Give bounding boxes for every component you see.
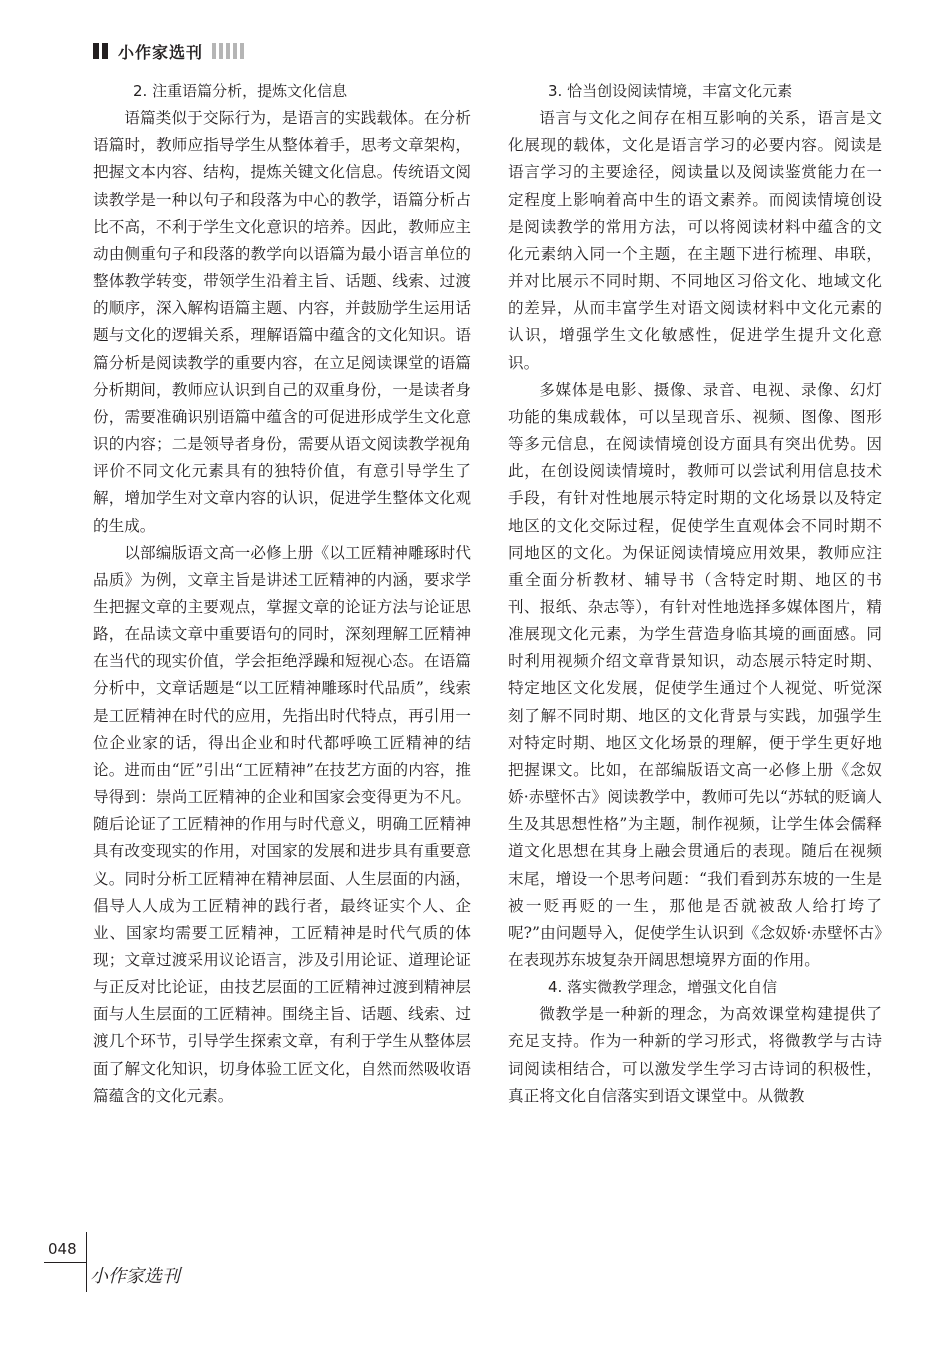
running-header xyxy=(93,38,244,64)
page-number: 048 xyxy=(48,1240,77,1258)
journal-title: 小作家选刊 xyxy=(118,42,204,62)
header-right-bars xyxy=(212,43,244,59)
paragraph: 微教学是一种新的理念，为高效课堂构建提供了充足支持。作为一种新的学习形式，将微教学与古诗词阅读相结合，可以激发学生学习古诗词的积极性，真正将文化自信落实到语文课堂中。从微教 xyxy=(508,1005,882,1105)
section-heading-4: 4. 落实微教学理念，增强文化自信 xyxy=(548,978,778,997)
paragraph: 语言与文化之间存在相互影响的关系，语言是文化展现的载体，文化是语言学习的必要内容。阅读是语言学习的主要途径，阅读量以及阅读鉴赏能力在一定程度上影响着高中生的语文素养。而阅读情境创设是阅读教学的常用方法，可以将阅读材料中蕴含的文化元素纳入同一个主题，在主题下进行梳理、串联，并对比展示不同时期、不同地区习俗文化、地域文化的差异，从而丰富学生对语文阅读材料中文化元素的认识，增强学生文化敏感性，促进学生提升文化意识。 xyxy=(508,109,882,372)
section-heading-2: 2. 注重语篇分析，提炼文化信息 xyxy=(133,82,348,100)
right-column xyxy=(508,78,882,1110)
page-footer xyxy=(0,1232,950,1342)
header-left-bars xyxy=(93,43,108,59)
paragraph: 以部编版语文高一必修上册《以工匠精神雕琢时代品质》为例，文章主旨是讲述工匠精神的内涵，要求学生把握文章的主要观点，掌握文章的论证方法与论证思路，在品读文章中重要语句的同时，深刻理解工匠精神在当代的现实价值，学会拒绝浮躁和短视心态。在语篇分析中，文章话题是“以工匠精神雕琢时代品质”，线索是工匠精神在时代的应用，先指出时代特点，再引用一位企业家的话，得出企业和时代都呼唤工匠精神的结论。进而由“匠”引出“工匠精神”在技艺方面的内容，推导得到：崇尚工匠精神的企业和国家会变得更为不凡。随后论证了工匠精神的作用与时代意义，明确工匠精神具有改变现实的作用，对国家的发展和进步具有重要意义。同时分析工匠精神在精神层面、人生层面的内涵，倡导人人成为工匠精神的践行者，最终证实个人、企业、国家均需要工匠精神，工匠精神是时代气质的体现；文章过渡采用议论语言，涉及引用论证、道理论证与正反对比论证，由技艺层面的工匠精神过渡到精神层面与人生层面的工匠精神。围绕主旨、话题、线索、过渡几个环节，引导学生探索文章，有利于学生从整体层面了解文化知识，切身体验工匠文化，自然而然吸收语篇蕴含的文化元素。 xyxy=(93,543,471,1105)
section-heading-3: 3. 恰当创设阅读情境，丰富文化元素 xyxy=(548,82,793,100)
paragraph: 语篇类似于交际行为，是语言的实践载体。在分析语篇时，教师应指导学生从整体着手，思考文章架构，把握文本内容、结构，提炼关键文化信息。传统语文阅读教学是一种以句子和段落为中心的教学，语篇分析占比不高，不利于学生文化意识的培养。因此，教师应主动由侧重句子和段落的教学向以语篇为最小语言单位的整体教学转变，带领学生沿着主旨、话题、线索、过渡的顺序，深入解构语篇主题、内容，并鼓励学生运用话题与文化的逻辑关系，理解语篇中蕴含的文化知识。语篇分析是阅读教学的重要内容，在立足阅读课堂的语篇分析期间，教师应认识到自己的双重身份，一是读者身份，需要准确识别语篇中蕴含的可促进形成学生文化意识的内容；二是领导者身份，需要从语文阅读教学视角评价不同文化元素具有的独特价值，有意引导学生了解，增加学生对文章内容的认识，促进学生整体文化观的生成。 xyxy=(93,109,471,535)
journal-logo xyxy=(88,1262,188,1288)
footer-divider-vertical xyxy=(86,1232,87,1292)
footer-divider-horizontal xyxy=(44,1262,86,1263)
left-column xyxy=(93,78,471,1110)
paragraph: 多媒体是电影、摄像、录音、电视、录像、幻灯功能的集成载体，可以呈现音乐、视频、图像、图形等多元信息，在阅读情境创设方面具有突出优势。因此，在创设阅读情境时，教师可以尝试利用信息技术手段，有针对性地展示特定时期的文化场景以及特定地区的文化交际过程，促使学生直观体会不同时期不同地区的文化。为保证阅读情境应用效果，教师应注重全面分析教材、辅导书（含特定时期、地区的书刊、报纸、杂志等），有针对性地选择多媒体图片，精准展现文化元素，为学生营造身临其境的画面感。同时利用视频介绍文章背景知识，动态展示特定时期、特定地区文化发展，促使学生通过个人视觉、听觉深刻了解不同时期、地区的文化背景与实践，加强学生对特定时期、地区文化场景的理解，便于学生更好地把握课文。比如，在部编版语文高一必修上册《念奴娇·赤壁怀古》阅读教学中，教师可先以“苏轼的贬谪人生及其思想性格”为主题，制作视频，让学生体会儒释道文化思想在其身上融会贯通后的表现。随后在视频末尾，增设一个思考问题：“我们看到苏东坡的一生是被一贬再贬的一生，那他是否就被敌人给打垮了呢?”由问题导入，促使学生认识到《念奴娇·赤壁怀古》在表现苏东坡复杂开阔思想境界方面的作用。 xyxy=(508,380,882,969)
journal-logo-text: 小作家选刊 xyxy=(90,1266,180,1287)
